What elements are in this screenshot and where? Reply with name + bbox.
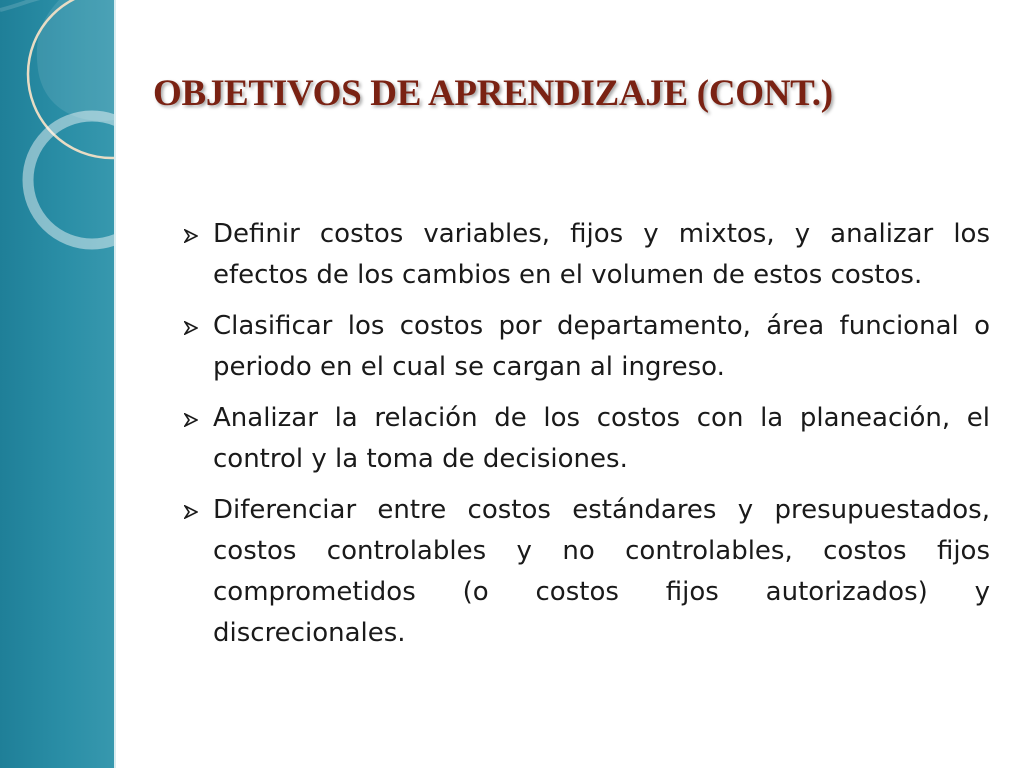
bullet-item bbox=[180, 398, 990, 480]
arrowhead-bullet-icon bbox=[184, 413, 198, 427]
side-band-edge bbox=[114, 0, 116, 768]
bullet-item bbox=[180, 306, 990, 388]
bullet-text: Clasificar los costos por departamento, área funcional o periodo en el cual se cargan al ingreso. bbox=[213, 311, 990, 382]
bullet-item bbox=[180, 490, 990, 654]
bullet-text: Analizar la relación de los costos con la planeación, el control y la toma de decisiones. bbox=[213, 403, 990, 474]
slide-title: OBJETIVOS DE APRENDIZAJE (CONT.) bbox=[153, 73, 833, 114]
arrowhead-bullet-icon bbox=[184, 505, 198, 519]
bullet-text: Definir costos variables, fijos y mixtos, y analizar los efectos de los cambios en el volumen de estos costos. bbox=[213, 219, 990, 290]
decorative-side-band bbox=[0, 0, 114, 768]
bullet-text: Diferenciar entre costos estándares y presupuestados, costos controlables y no controlables, costos fijos comprometidos (o costos fijos autorizados) y discrecionales. bbox=[213, 495, 990, 648]
bullet-list bbox=[180, 214, 990, 664]
arrowhead-bullet-icon bbox=[184, 321, 198, 335]
decorative-circles-icon bbox=[0, 0, 114, 768]
arrowhead-bullet-icon bbox=[184, 229, 198, 243]
bullet-item bbox=[180, 214, 990, 296]
